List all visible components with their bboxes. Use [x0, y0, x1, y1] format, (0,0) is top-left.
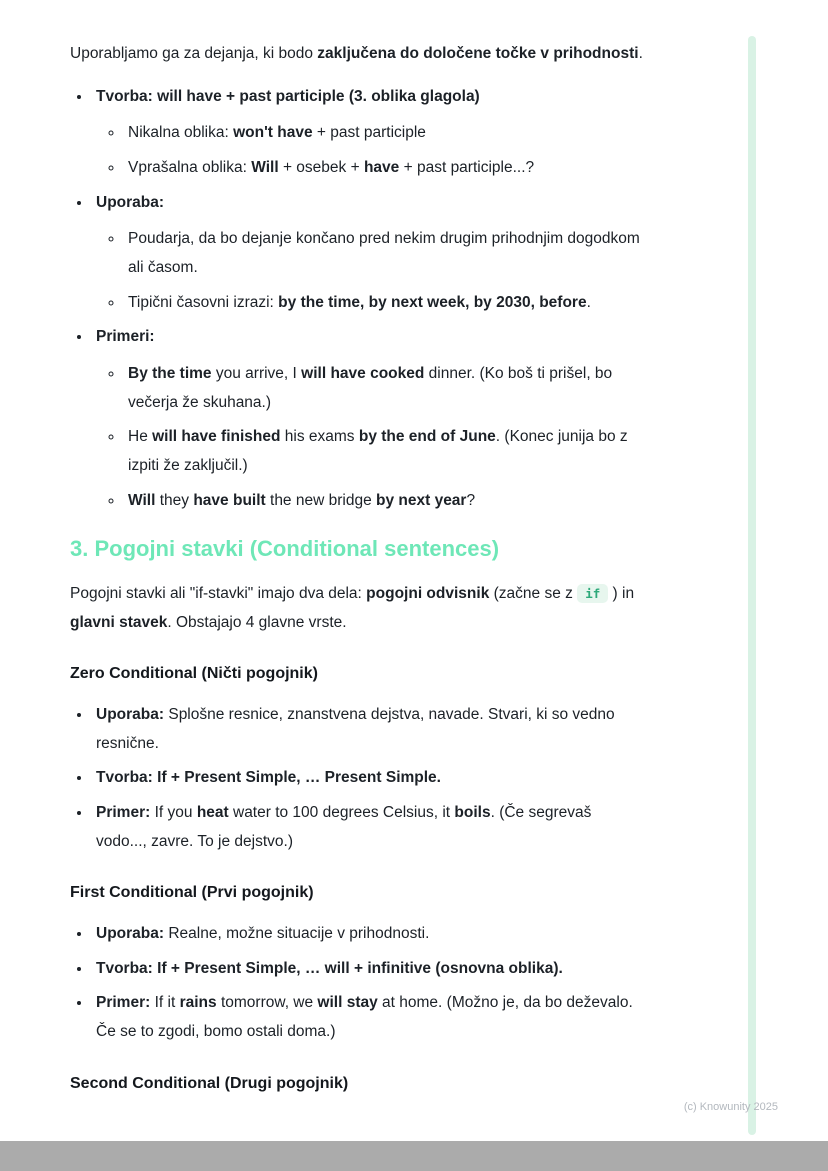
list-item-text [96, 328, 155, 345]
bold-text-run: won't have [233, 124, 313, 142]
bold-text-run: Will [251, 159, 279, 177]
section-heading: 3. Pogojni stavki (Conditional sentences) [70, 536, 500, 562]
text-run: water to 100 degrees Celsius, it [228, 803, 455, 821]
sub-list-item [124, 360, 644, 417]
sub-list-item-text [128, 124, 426, 141]
bold-text-run: glavni stavek [70, 613, 168, 631]
sub-list-item-text [128, 159, 534, 176]
list-item [92, 799, 644, 856]
text-run: (začne se z [489, 585, 578, 602]
subsection-heading: Second Conditional (Drugi pogojnik) [70, 1074, 349, 1092]
bold-text-run: Primer: [96, 803, 151, 821]
bold-text-run: pogojni odvisnik [366, 585, 490, 602]
bold-text-run: will stay [317, 994, 378, 1012]
bold-text-run: Tvorba: If + Present Simple, … Present Simple. [96, 769, 441, 787]
list-item-text [96, 925, 429, 942]
bold-text-run: by next year [376, 491, 467, 509]
list-item [92, 920, 644, 949]
text-run: . [586, 293, 591, 311]
sub-list-item-text [128, 294, 591, 311]
text-run: dinner. (Ko boš ti prišel, bo večerja že skuhana.) [128, 365, 613, 411]
paragraph [70, 580, 644, 637]
text-run: the new bridge [265, 491, 376, 509]
list-item-text [96, 804, 591, 850]
text-run: He [128, 428, 153, 446]
text-run: . Obstajajo 4 glavne vrste. [167, 613, 347, 631]
text-run: If it [150, 994, 180, 1012]
copyright-footer: (c) Knowunity 2025 [683, 1101, 778, 1113]
bold-text-run: Uporaba: [96, 705, 165, 723]
list-item [92, 83, 644, 183]
sub-list-item [124, 154, 644, 183]
text-run: Pogojni stavki ali "if-stavki" imajo dva dela: [70, 585, 367, 602]
bold-text-run: Uporaba: [96, 924, 165, 942]
text-run: Nikalna oblika: [128, 124, 234, 142]
bullet-list [70, 920, 644, 1047]
text-run: + osebek + [278, 159, 364, 177]
text-run: they [155, 491, 194, 509]
text-run: . (Če segrevaš vodo..., zavre. To je dejstvo.) [96, 803, 592, 850]
sub-list-item [124, 289, 644, 318]
sub-list-item-text [128, 230, 640, 276]
text-run: Uporabljamo ga za dejanja, ki bodo [70, 45, 318, 62]
sub-list-item [124, 119, 644, 148]
inline-code-badge: if [577, 584, 608, 603]
text-run: you arrive, I [211, 365, 302, 383]
bold-text-run: by the end of June [358, 428, 496, 446]
bold-text-run: Will [128, 491, 156, 509]
vertical-accent-bar [748, 36, 756, 1135]
text-run: ) in [608, 585, 635, 602]
page-bottom-edge [0, 1141, 828, 1171]
sub-list-item [124, 487, 644, 516]
sub-list-item-text [128, 428, 628, 474]
text-run: + past participle [312, 124, 426, 142]
bold-text-run: boils [454, 803, 491, 821]
text-run: If you [150, 803, 197, 821]
text-run: . [638, 45, 643, 62]
text-run: + past participle...? [399, 159, 535, 177]
bold-text-run: rains [179, 994, 217, 1012]
list-item [92, 955, 644, 984]
bold-text-run: will have finished [152, 428, 281, 446]
document-content [70, 40, 644, 1110]
list-item-text [96, 706, 615, 752]
bold-text-run: have built [193, 491, 266, 509]
text-run: tomorrow, we [216, 994, 318, 1012]
bold-text-run: have [363, 159, 400, 177]
text-run: Vprašalna oblika: [128, 159, 252, 177]
text-run: ? [466, 491, 476, 509]
sub-bullet-list [96, 225, 644, 317]
bold-text-run: zaključena do določene točke v prihodnosti [317, 45, 639, 62]
sub-list-item [124, 423, 644, 480]
bold-text-run: Primer: [96, 994, 151, 1012]
list-item-text [96, 88, 480, 105]
bullet-list [70, 83, 644, 516]
subsection-heading: First Conditional (Prvi pogojnik) [70, 884, 314, 902]
bold-text-run: Tvorba: If + Present Simple, … will + infinitive (osnovna oblika). [96, 959, 563, 977]
list-item-text [96, 194, 164, 211]
text-run: Realne, možne situacije v prihodnosti. [164, 924, 430, 942]
list-item-text [96, 960, 563, 977]
text-run: Splošne resnice, znanstvena dejstva, navade. Stvari, ki so vedno resnične. [96, 705, 615, 752]
bold-text-run: will have cooked [301, 365, 425, 383]
text-run: Poudarja, da bo dejanje končano pred nekim drugim prihodnjim dogodkom ali časom. [128, 230, 640, 277]
list-item [92, 701, 644, 758]
sub-bullet-list [96, 119, 644, 182]
bullet-list [70, 701, 644, 856]
list-item-text [96, 769, 441, 786]
sub-list-item [124, 225, 644, 282]
text-run: Tipični časovni izrazi: [128, 293, 279, 311]
subsection-heading: Zero Conditional (Ničti pogojnik) [70, 665, 318, 683]
sub-list-item-text [128, 365, 612, 411]
sub-bullet-list [96, 360, 644, 515]
text-run: at home. (Možno je, da bo deževalo. Če se to zgodi, bomo ostali doma.) [96, 994, 633, 1040]
bold-text-run: Uporaba: [96, 193, 165, 211]
bold-text-run: By the time [128, 365, 212, 383]
bold-text-run: heat [196, 803, 229, 821]
bold-text-run: by the time, by next week, by 2030, before [278, 293, 587, 311]
list-item [92, 764, 644, 793]
list-item [92, 989, 644, 1046]
bold-text-run: Primeri: [96, 328, 155, 346]
text-run: . (Konec junija bo z izpiti že zaključil.) [128, 428, 628, 475]
bold-text-run: Tvorba: will have + past participle (3. oblika glagola) [96, 87, 480, 105]
text-run: his exams [280, 428, 359, 446]
list-item [92, 189, 644, 318]
list-item-text [96, 994, 633, 1040]
list-item [92, 323, 644, 515]
paragraph [70, 40, 644, 69]
sub-list-item-text [128, 492, 475, 509]
